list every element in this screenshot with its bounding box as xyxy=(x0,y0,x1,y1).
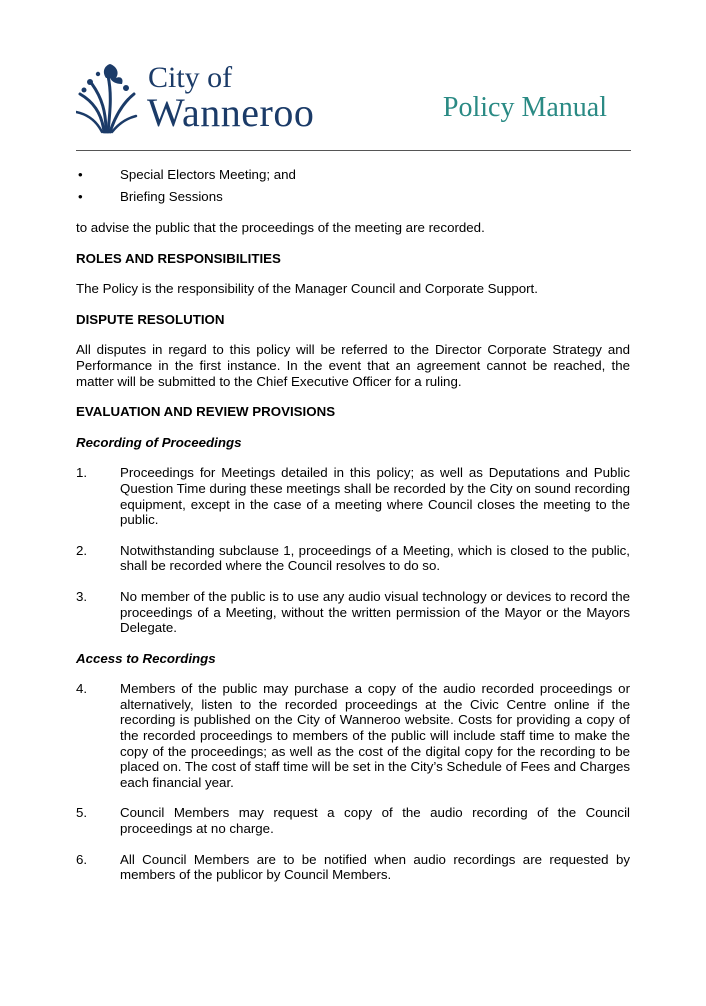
header-divider xyxy=(76,150,631,151)
access-subheading: Access to Recordings xyxy=(76,650,216,666)
bullet-icon: • xyxy=(78,167,83,182)
recording-subheading: Recording of Proceedings xyxy=(76,434,242,450)
policy-manual-title: Policy Manual xyxy=(442,92,607,123)
clause-text: No member of the public is to use any audio visual technology or devices to record the proceedings of a Meeting, without the written permission of the Mayor or the Mayors Delegate. xyxy=(120,588,630,636)
clause-text: All Council Members are to be notified when audio recordings are requested by members of the publicor by Council Members. xyxy=(120,851,630,883)
meeting-types-list xyxy=(76,167,630,211)
clause-number: 6. xyxy=(76,851,88,867)
list-item-text: Special Electors Meeting; and xyxy=(120,167,296,182)
dispute-text: All disputes in regard to this policy will be referred to the Director Corporate Strategy and Performance in the first instance. In the event that an agreement cannot be reached, the matter will be submitted to the Chief Executive Officer for a ruling. xyxy=(76,342,630,389)
city-of-wanneroo-logo xyxy=(76,62,326,137)
clause-3 xyxy=(76,589,630,636)
clause-text: Proceedings for Meetings detailed in this policy; as well as Deputations and Public Question Time during these meetings shall be recorded by the City on sound recording equipment, except in the case of a meeting where Council closes the meeting to the public. xyxy=(120,465,631,528)
wanneroo-plant-emblem-icon xyxy=(76,64,138,134)
clause-6 xyxy=(76,852,630,883)
logo-wanneroo-text: Wanneroo xyxy=(147,90,315,135)
list-item xyxy=(76,189,630,211)
clause-2 xyxy=(76,543,630,574)
logo-city-of-text: City of xyxy=(148,61,233,94)
clause-text: Notwithstanding subclause 1, proceedings of a Meeting, which is closed to the public, shall be recorded where the Council resolves to do so. xyxy=(120,542,630,574)
roles-heading: ROLES AND RESPONSIBILITIES xyxy=(76,250,281,266)
dispute-heading: DISPUTE RESOLUTION xyxy=(76,311,225,327)
list-item xyxy=(76,167,630,189)
list-item-text: Briefing Sessions xyxy=(120,189,223,204)
clause-text: Members of the public may purchase a copy of the audio recorded proceedings or alternatively, listen to the recorded proceedings at the Civic Centre online if the recording is published on the City of Wanneroo website. Costs for providing a copy of the recorded proceedings to members of the public will include staff time to make the copy of the proceedings; as well as the cost of the digital copy for the recording to be placed on. The cost of staff time will be set in the City’s Schedule of Fees and Charges each financial year. xyxy=(120,681,630,790)
clause-number: 4. xyxy=(76,681,88,697)
bullet-icon: • xyxy=(78,189,83,204)
clause-number: 1. xyxy=(76,465,88,481)
clause-number: 3. xyxy=(76,588,88,604)
document-body xyxy=(76,167,630,883)
clause-5 xyxy=(76,805,630,836)
evaluation-heading: EVALUATION AND REVIEW PROVISIONS xyxy=(76,404,336,420)
clause-number: 2. xyxy=(76,542,88,558)
clause-4 xyxy=(76,681,630,790)
intro-continuation: to advise the public that the proceedings of the meeting are recorded. xyxy=(76,220,485,235)
clause-1 xyxy=(76,465,630,527)
clause-number: 5. xyxy=(76,805,88,821)
clause-text: Council Members may request a copy of the audio recording of the Council proceedings at no charge. xyxy=(120,805,630,837)
roles-text: The Policy is the responsibility of the Manager Council and Corporate Support. xyxy=(76,281,538,297)
